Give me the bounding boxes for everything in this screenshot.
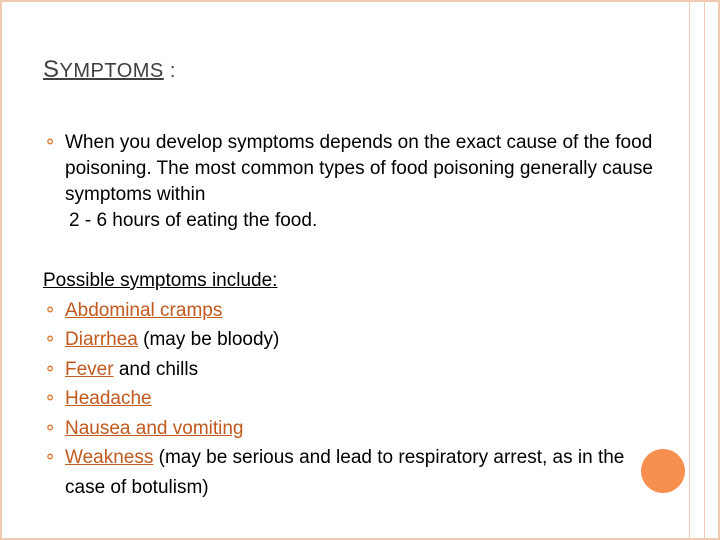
list-item xyxy=(43,325,683,355)
list-item xyxy=(43,384,683,414)
ring-bullet-icon: ⚬ xyxy=(43,359,58,379)
title-colon: : xyxy=(163,60,176,82)
intro-text: When you develop symptoms depends on the exact cause of the food poisoning. The most common types of food poisoning generally cause symptoms within xyxy=(65,132,653,205)
title-first-letter: S xyxy=(43,56,60,83)
orange-circle-decoration xyxy=(641,449,685,493)
ring-bullet-icon: ⚬ xyxy=(43,330,58,349)
list-heading: Possible symptoms include: xyxy=(43,270,278,291)
list-item xyxy=(43,443,683,502)
symptom-list xyxy=(43,266,683,502)
decorative-rule xyxy=(689,0,690,540)
symptom-link-weakness[interactable]: Weakness xyxy=(65,447,154,468)
ring-bullet-icon: ⚬ xyxy=(43,418,58,438)
symptom-link-abdominal-cramps[interactable]: Abdominal cramps xyxy=(65,299,223,321)
list-item xyxy=(43,355,683,385)
intro-paragraph xyxy=(43,130,683,234)
ring-bullet-icon: ⚬ xyxy=(43,133,58,152)
decorative-rule xyxy=(704,0,705,540)
list-item xyxy=(43,296,683,326)
intro-hours: 2 - 6 hours of eating the food. xyxy=(69,210,318,231)
title-rest: YMPTOMS xyxy=(59,60,164,82)
symptom-note: (may be serious and lead to respiratory arrest, as in the case of botulism) xyxy=(65,447,625,498)
symptom-link-diarrhea[interactable]: Diarrhea xyxy=(65,329,138,350)
symptom-link-headache[interactable]: Headache xyxy=(65,388,152,409)
symptom-link-nausea-vomiting[interactable]: Nausea and vomiting xyxy=(65,417,244,439)
ring-bullet-icon: ⚬ xyxy=(43,300,58,320)
list-item xyxy=(43,414,683,444)
symptom-note: (may be bloody) xyxy=(137,329,280,350)
ring-bullet-icon: ⚬ xyxy=(43,448,58,467)
slide-title xyxy=(43,56,176,84)
symptom-note: and chills xyxy=(113,358,199,380)
ring-bullet-icon: ⚬ xyxy=(43,389,58,408)
symptom-link-fever[interactable]: Fever xyxy=(65,358,114,380)
